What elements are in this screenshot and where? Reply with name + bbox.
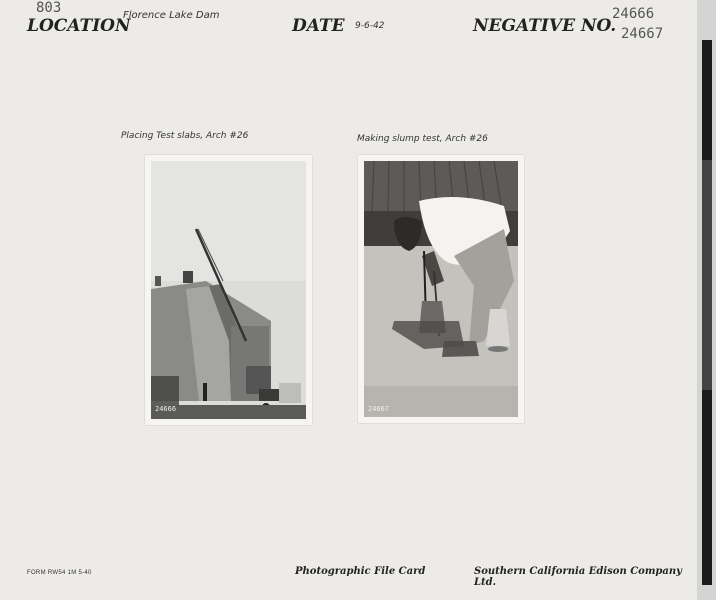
form-code: FORM RW54 1M 5-40	[27, 570, 92, 576]
date-value: 9-6-42	[355, 21, 385, 31]
negative-number-2: 24667	[621, 26, 664, 42]
photo-negative-mark-2: 24667	[368, 405, 390, 413]
photo-dam-arch	[145, 155, 312, 425]
location-value: Florence Lake Dam	[123, 10, 220, 21]
dark-strip-inner	[702, 160, 712, 390]
photo-caption-2: Making slump test, Arch #26	[357, 134, 488, 144]
photo-caption-1: Placing Test slabs, Arch #26	[121, 131, 249, 141]
footer-company: Southern California Edison Company Ltd.	[474, 566, 682, 588]
location-label: LOCATION	[27, 16, 131, 36]
photo-dam-arch-image	[151, 161, 306, 419]
file-number: 803	[36, 0, 62, 16]
date-label: DATE	[292, 16, 345, 36]
negative-label: NEGATIVE NO.	[473, 16, 617, 36]
photo-negative-mark-1: 24666	[155, 405, 177, 413]
negative-number-1: 24666	[612, 6, 655, 22]
footer-center: Photographic File Card	[295, 566, 426, 577]
scanner-edge	[697, 0, 716, 600]
photo-slump-test-image	[364, 161, 518, 417]
photo-slump-test	[358, 155, 524, 423]
